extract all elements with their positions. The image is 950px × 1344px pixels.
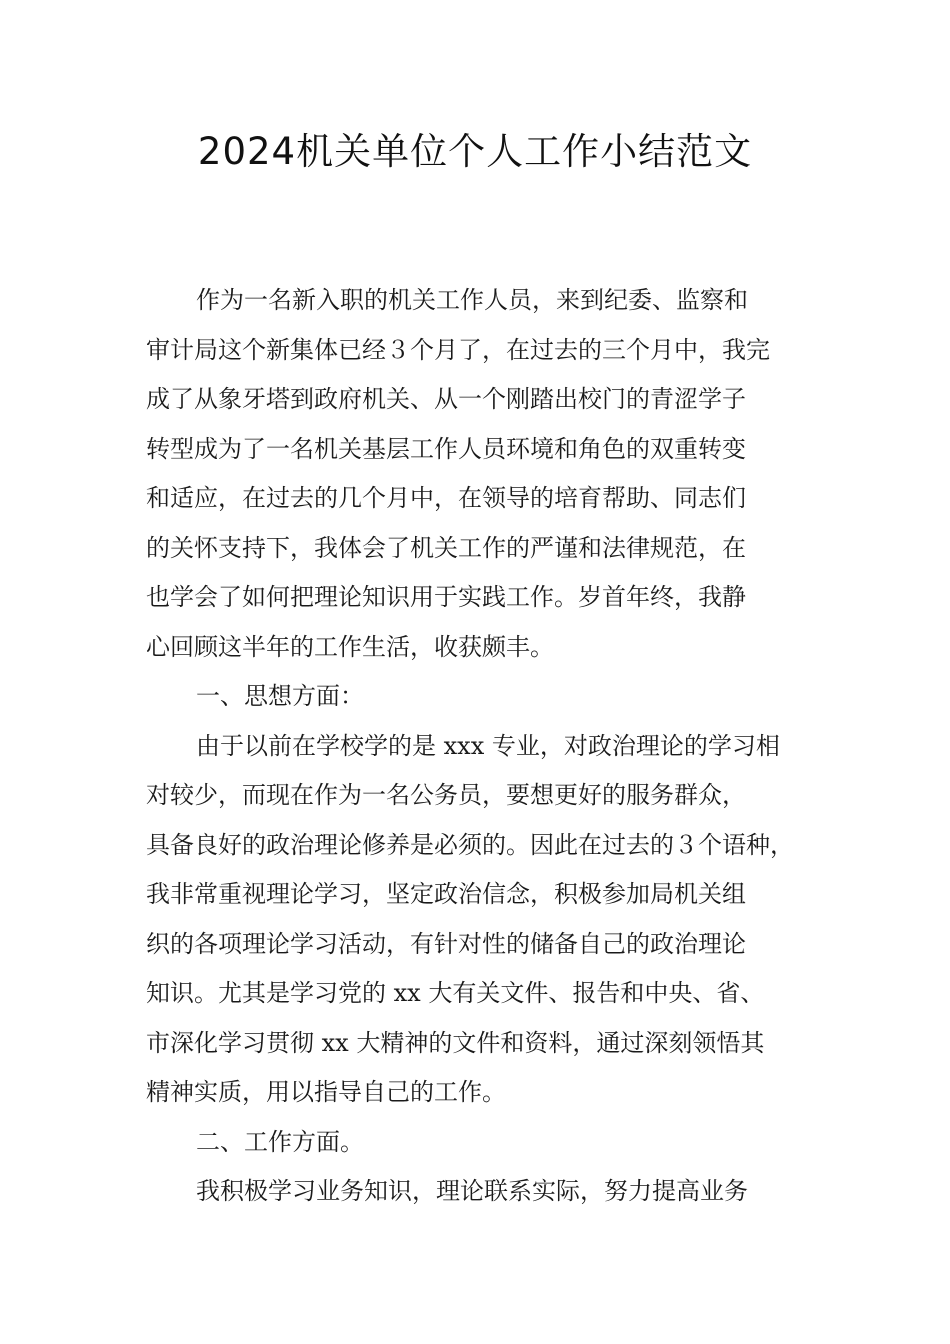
text-line: 对较少，而现在作为一名公务员，要想更好的服务群众，	[146, 781, 746, 809]
text-line: 审计局这个新集体已经３个月了，在过去的三个月中，我完	[146, 335, 770, 364]
text-line: 具备良好的政治理论修养是必须的。因此在过去的３个语种，	[146, 830, 794, 859]
text-line: 我非常重视理论学习，坚定政治信念，积极参加局机关组	[146, 880, 746, 908]
text-line: 作为一名新入职的机关工作人员，来到纪委、监察和	[196, 286, 748, 314]
text-line: 由于以前在学校学的是 xxx 专业，对政治理论的学习相	[196, 731, 780, 760]
text-line: 市深化学习贯彻 xx 大精神的文件和资料，通过深刻领悟其	[146, 1028, 765, 1057]
text-line: 转型成为了一名机关基层工作人员环境和角色的双重转变	[146, 434, 746, 463]
text-line: 织的各项理论学习活动，有针对性的储备自己的政治理论	[146, 929, 746, 958]
document-body	[146, 276, 810, 1217]
text-line: 我积极学习业务知识，理论联系实际，努力提高业务	[196, 1177, 748, 1205]
text-line: 成了从象牙塔到政府机关、从一个刚踏出校门的青涩学子	[146, 385, 746, 413]
section-heading: 一、思想方面：	[196, 682, 364, 710]
text-line: 的关怀支持下，我体会了机关工作的严谨和法律规范，在	[146, 533, 746, 562]
text-line: 知识。尤其是学习党的 xx 大有关文件、报告和中央、省、	[146, 979, 765, 1007]
text-line: 也学会了如何把理论知识用于实践工作。岁首年终，我静	[146, 583, 746, 611]
section-heading: 二、工作方面。	[196, 1127, 364, 1156]
text-line: 和适应，在过去的几个月中，在领导的培育帮助、同志们	[146, 484, 746, 512]
text-line: 心回顾这半年的工作生活，收获颇丰。	[146, 632, 554, 661]
document-title: 2024机关单位个人工作小结范文	[197, 130, 753, 173]
text-line: 精神实质，用以指导自己的工作。	[146, 1078, 506, 1106]
